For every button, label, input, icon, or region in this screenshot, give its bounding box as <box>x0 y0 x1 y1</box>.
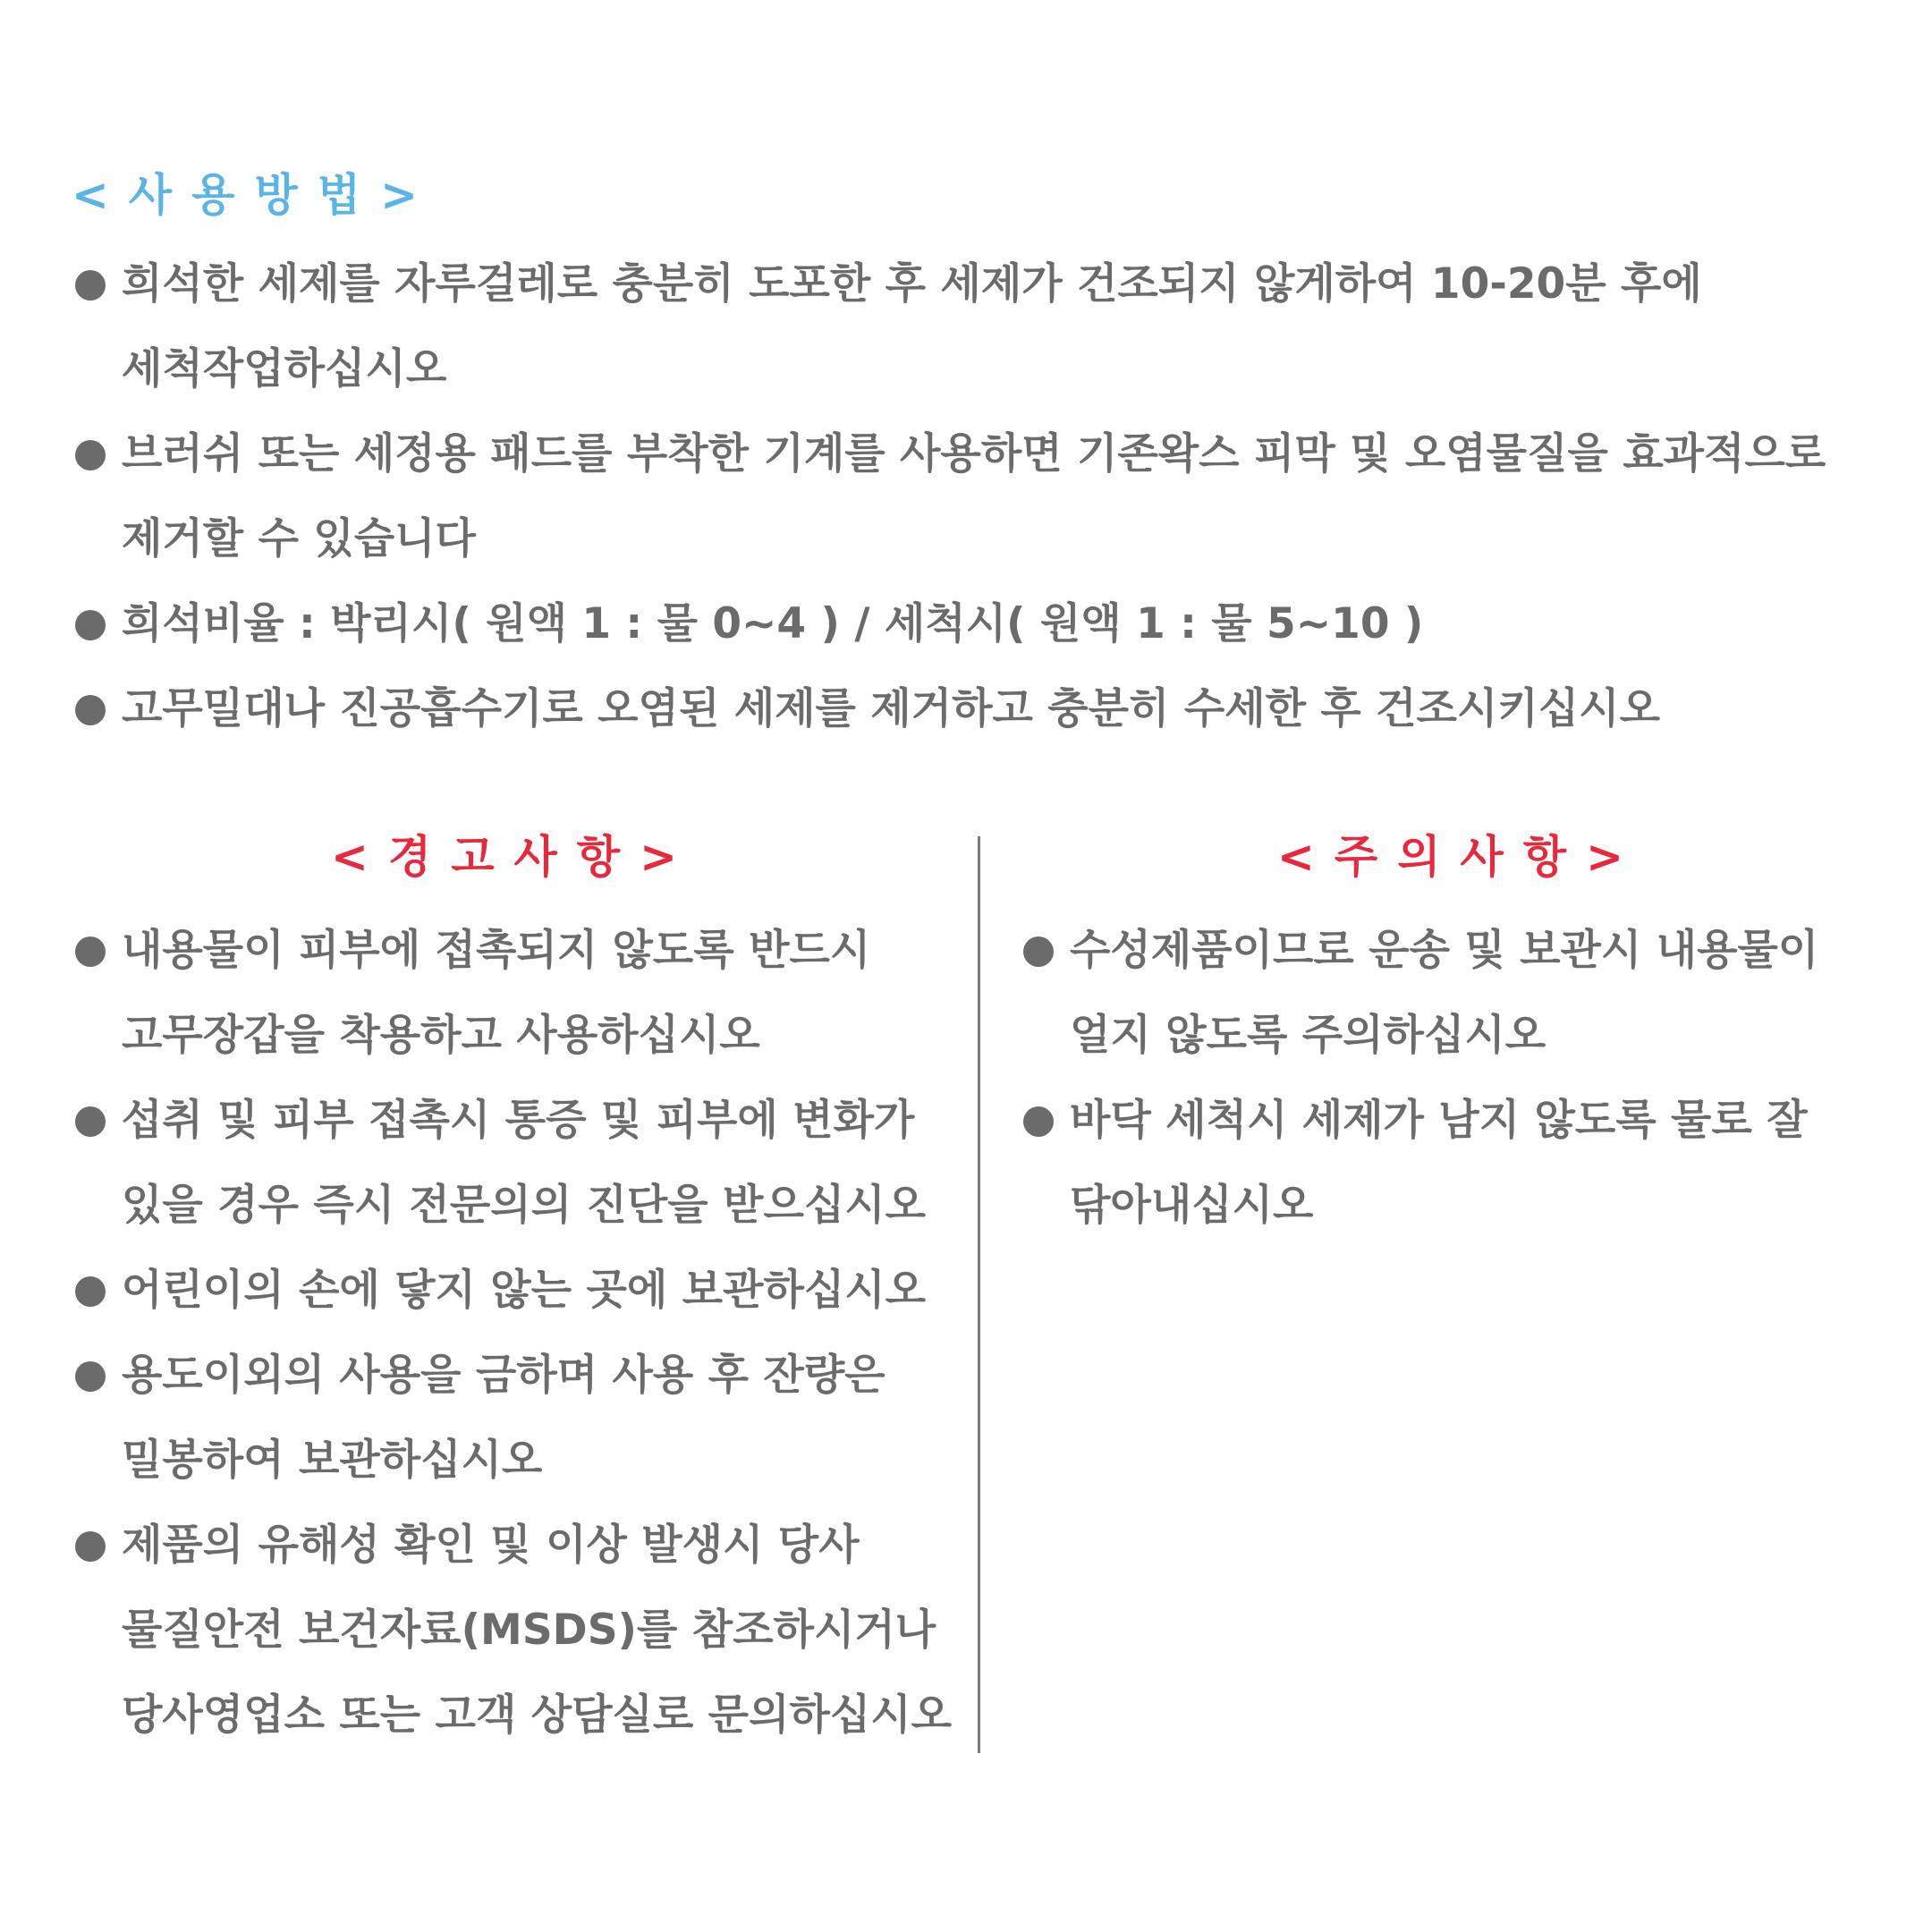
list-item-text: 내용물이 피부에 접촉되지 않도록 반드시 고무장갑을 착용하고 사용하십시오 <box>122 926 871 1060</box>
list-item <box>1020 1078 1878 1248</box>
usage-section-title: <사용방법> <box>72 169 437 221</box>
list-item <box>72 581 1860 666</box>
list-item-text: 브러쉬 또는 세정용 패드를 부착한 기계를 사용하면 기존왁스 피막 및 오염물질을 효과적으로 제거할 수 있습니다 <box>122 429 1826 564</box>
list-item-text: 용도이외의 사용을 금하며 사용 후 잔량은 밀봉하여 보관하십시오 <box>122 1351 886 1485</box>
bullet-icon <box>75 1106 106 1137</box>
list-item <box>72 242 1860 411</box>
warning-list <box>72 908 966 1758</box>
list-item <box>72 908 966 1078</box>
list-item-text: 섭취 및 피부 접촉시 통증 및 피부에 변화가 있을 경우 즉시 전문의의 진단을 받으십시오 <box>122 1096 927 1230</box>
list-item-text: 희석한 세제를 자루걸레로 충분히 도포한 후 세제가 건조되지 않게하여 10-20분 후에 세척작업하십시오 <box>122 259 1702 394</box>
bullet-icon <box>75 270 106 301</box>
bullet-icon <box>75 695 106 725</box>
bullet-icon <box>75 1531 106 1562</box>
warning-section-title: <경고사항> <box>331 831 697 883</box>
bullet-icon <box>75 1276 106 1307</box>
list-item <box>72 1078 966 1248</box>
bullet-icon <box>1023 1106 1054 1137</box>
list-item-text: 고무밀대나 진공흡수기로 오염된 세제를 제거하고 충분히 수세한 후 건조시키십시오 <box>122 684 1660 733</box>
bullet-icon <box>75 936 106 967</box>
column-divider <box>978 836 980 1753</box>
list-item <box>72 1333 966 1503</box>
list-item <box>72 1503 966 1758</box>
caution-section-title: <주의사항> <box>1277 831 1643 883</box>
caution-list <box>1020 908 1878 1248</box>
list-item-text: 희석비율 : 박리시( 원액 1 : 물 0~4 ) / 세척시( 원액 1 : 물 5~10 ) <box>122 599 1424 648</box>
list-item-text: 수성제품이므로 운송 및 보관시 내용물이 얼지 않도록 주의하십시오 <box>1070 926 1819 1060</box>
list-item <box>1020 908 1878 1078</box>
list-item-text: 제품의 유해성 확인 및 이상 발생시 당사 물질안전 보건자료(MSDS)를 참조하시거나 당사영업소 또는 고객 상담실로 문의하십시오 <box>122 1521 953 1740</box>
bullet-icon <box>75 1361 106 1392</box>
bullet-icon <box>75 610 106 640</box>
list-item-text: 바닥 세척시 세제가 남지 않도록 물로 잘 닦아내십시오 <box>1070 1096 1808 1230</box>
list-item <box>72 666 1860 751</box>
bullet-icon <box>75 440 106 470</box>
bullet-icon <box>1023 936 1054 967</box>
list-item-text: 어린이의 손에 닿지 않는 곳에 보관하십시오 <box>122 1266 927 1315</box>
usage-list <box>72 242 1860 751</box>
list-item <box>72 411 1860 581</box>
list-item <box>72 1248 966 1333</box>
